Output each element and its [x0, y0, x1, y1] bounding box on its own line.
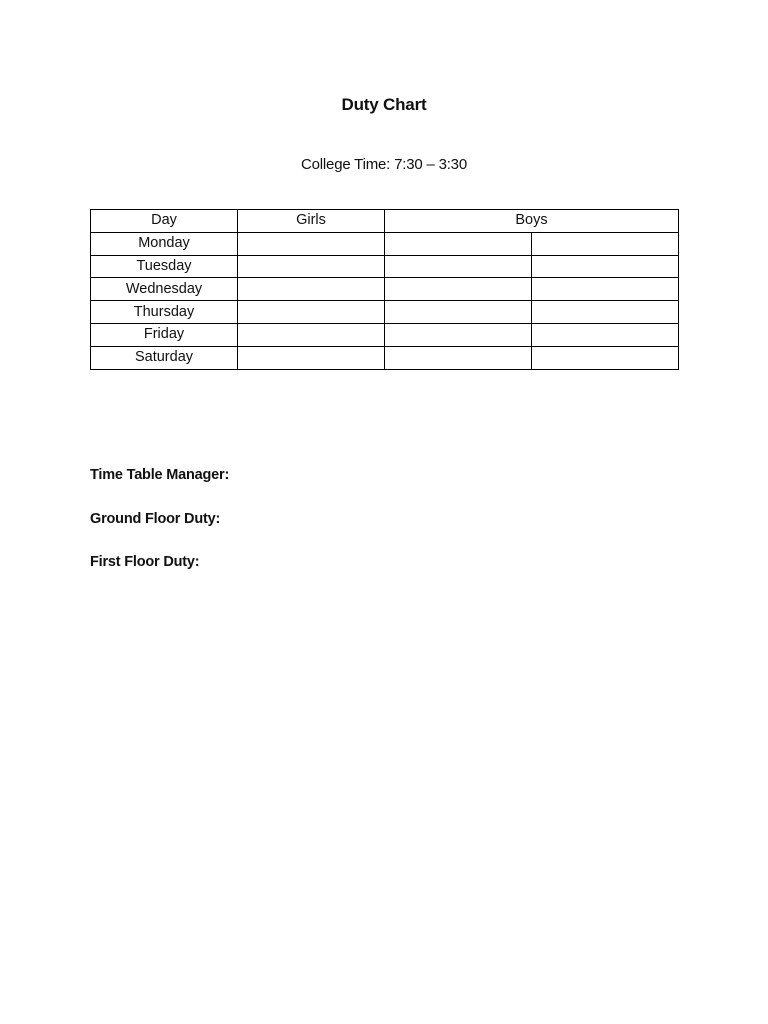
girls-cell[interactable] — [238, 346, 385, 369]
boys-cell-2[interactable] — [532, 232, 679, 255]
boys-cell-2[interactable] — [532, 346, 679, 369]
day-cell: Friday — [91, 323, 238, 346]
girls-cell[interactable] — [238, 255, 385, 278]
college-time-value: 7:30 – 3:30 — [394, 156, 467, 173]
day-cell: Tuesday — [91, 255, 238, 278]
girls-cell[interactable] — [238, 278, 385, 301]
time-table-manager-label: Time Table Manager: — [90, 467, 230, 483]
table-row — [91, 255, 679, 278]
boys-cell-2[interactable] — [532, 278, 679, 301]
boys-cell-1[interactable] — [385, 323, 532, 346]
boys-cell-1[interactable] — [385, 255, 532, 278]
first-floor-duty-label: First Floor Duty: — [90, 554, 200, 570]
table-header-row — [91, 210, 679, 233]
boys-cell-2[interactable] — [532, 323, 679, 346]
table-row — [91, 278, 679, 301]
girls-cell[interactable] — [238, 301, 385, 324]
boys-cell-1[interactable] — [385, 278, 532, 301]
day-cell: Saturday — [91, 346, 238, 369]
college-time — [0, 156, 768, 173]
duty-table — [90, 209, 679, 370]
table-row — [91, 346, 679, 369]
day-cell: Monday — [91, 232, 238, 255]
table-row — [91, 323, 679, 346]
page-title: Duty Chart — [341, 95, 427, 114]
ground-floor-duty-label: Ground Floor Duty: — [90, 511, 221, 527]
header-boys: Boys — [385, 210, 679, 233]
header-girls: Girls — [238, 210, 385, 233]
day-cell: Thursday — [91, 301, 238, 324]
college-time-label: College Time: — [301, 156, 395, 173]
day-cell: Wednesday — [91, 278, 238, 301]
girls-cell[interactable] — [238, 323, 385, 346]
boys-cell-2[interactable] — [532, 255, 679, 278]
girls-cell[interactable] — [238, 232, 385, 255]
table-row — [91, 301, 679, 324]
header-day: Day — [91, 210, 238, 233]
table-row — [91, 232, 679, 255]
boys-cell-1[interactable] — [385, 232, 532, 255]
boys-cell-1[interactable] — [385, 346, 532, 369]
boys-cell-1[interactable] — [385, 301, 532, 324]
boys-cell-2[interactable] — [532, 301, 679, 324]
